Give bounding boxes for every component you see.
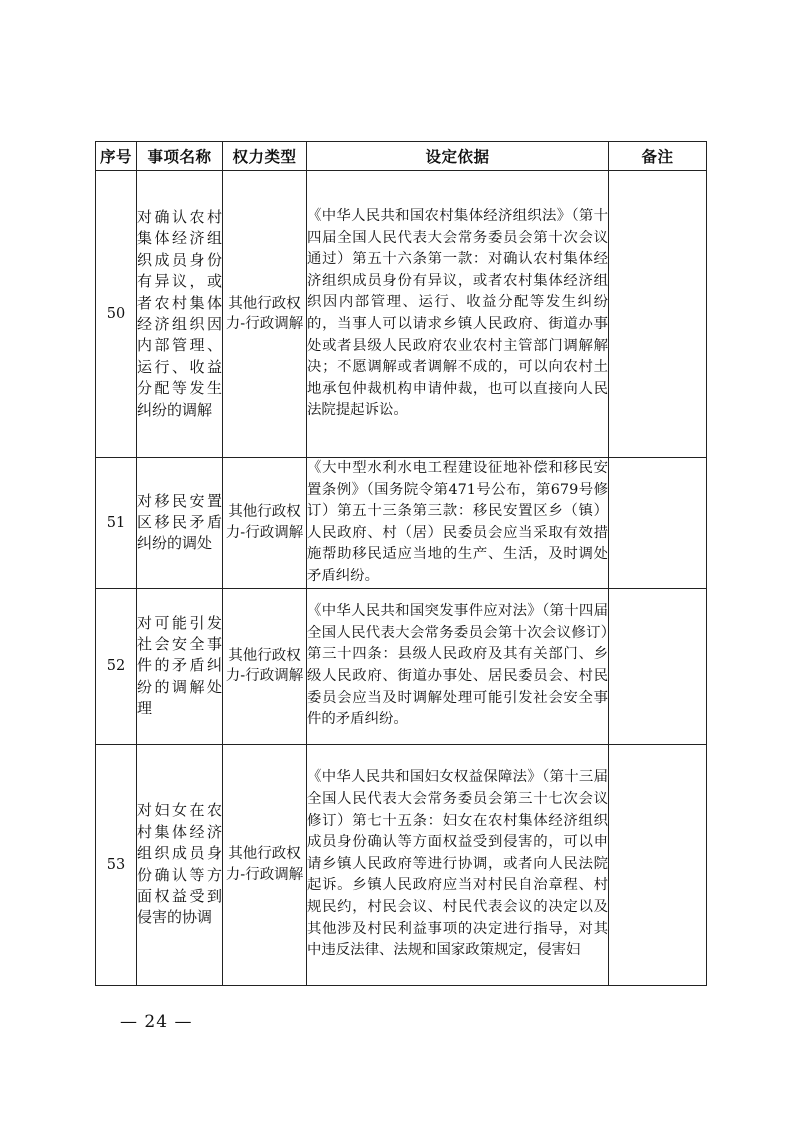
item-name: 对妇女在农村集体经济组织成员身份确认等方面权益受到侵害的协调 (137, 744, 223, 985)
legal-basis: 《中华人民共和国突发事件应对法》（第十四届全国人民代表大会常务委员会第十次会议修订）第三十四条：县级人民政府及其有关部门、乡级人民政府、街道办事处、居民委员会、村民委员会应当及时调解处理可能引发社会安全事件的矛盾纠纷。 (307, 588, 609, 744)
table-row (96, 458, 707, 589)
row-number: 50 (96, 171, 137, 458)
table-row (96, 588, 707, 744)
item-name: 对可能引发社会安全事件的矛盾纠纷的调解处理 (137, 588, 223, 744)
legal-basis: 《中华人民共和国妇女权益保障法》（第十三届全国人民代表大会常务委员会第三十七次会议修订）第七十五条：妇女在农村集体经济组织成员身份确认等方面权益受到侵害的，可以申请乡镇人民政府等进行协调，或者向人民法院起诉。乡镇人民政府应当对村民自治章程、村规民约，村民会议、村民代表会议的决定以及其他涉及村民利益事项的决定进行指导，对其中违反法律、法规和国家政策规定，侵害妇 (307, 744, 609, 985)
table-row (96, 744, 707, 985)
power-type: 其他行政权力-行政调解 (223, 744, 307, 985)
remarks (609, 744, 707, 985)
power-type: 其他行政权力-行政调解 (223, 171, 307, 458)
item-name: 对确认农村集体经济组织成员身份有异议，或者农村集体经济组织因内部管理、运行、收益分配等发生纠纷的调解 (137, 171, 223, 458)
header-legal-basis: 设定依据 (307, 142, 609, 171)
power-type: 其他行政权力-行政调解 (223, 458, 307, 589)
header-serial-number: 序号 (96, 142, 137, 171)
legal-basis: 《中华人民共和国农村集体经济组织法》（第十四届全国人民代表大会常务委员会第十次会议通过）第五十六条第一款：对确认农村集体经济组织成员身份有异议，或者农村集体经济组织因内部管理、运行、收益分配等发生纠纷的，当事人可以请求乡镇人民政府、街道办事处或者县级人民政府农业农村主管部门调解解决；不愿调解或者调解不成的，可以向农村土地承包仲裁机构申请仲裁，也可以直接向人民法院提起诉讼。 (307, 171, 609, 458)
remarks (609, 458, 707, 589)
item-name: 对移民安置区移民矛盾纠纷的调处 (137, 458, 223, 589)
authority-table (95, 141, 707, 986)
header-item-name: 事项名称 (137, 142, 223, 171)
table-row (96, 171, 707, 458)
row-number: 53 (96, 744, 137, 985)
row-number: 52 (96, 588, 137, 744)
header-power-type: 权力类型 (223, 142, 307, 171)
page-number: — 24 — (120, 1012, 193, 1032)
row-number: 51 (96, 458, 137, 589)
header-row (96, 142, 707, 171)
legal-basis: 《大中型水利水电工程建设征地补偿和移民安置条例》（国务院令第471号公布，第679号修订）第五十三条第三款：移民安置区乡（镇）人民政府、村（居）民委员会应当采取有效措施帮助移民适应当地的生产、生活，及时调处矛盾纠纷。 (307, 458, 609, 589)
remarks (609, 588, 707, 744)
remarks (609, 171, 707, 458)
power-type: 其他行政权力-行政调解 (223, 588, 307, 744)
header-remarks: 备注 (609, 142, 707, 171)
